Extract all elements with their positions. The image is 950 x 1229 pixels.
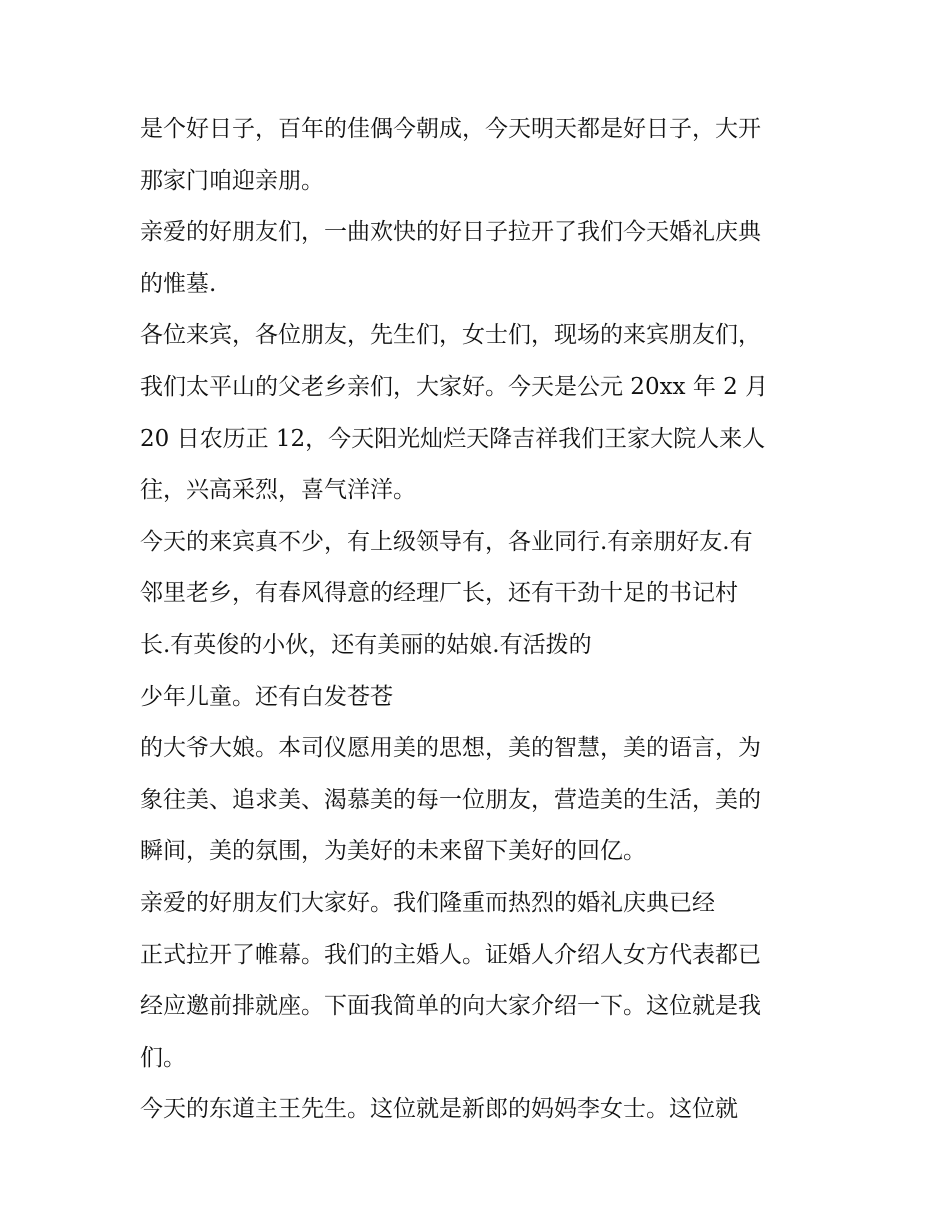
text-line: 各位来宾，各位朋友，先生们，女士们，现场的来宾朋友们， (140, 322, 761, 349)
text-line: 的大爷大娘。本司仪愿用美的思想，美的智慧，美的语言，为 (140, 735, 761, 762)
text-line: 亲爱的好朋友们大家好。我们隆重而热烈的婚礼庆典已经 (140, 889, 715, 916)
text-line: 邻里老乡，有春风得意的经理厂长，还有干劲十足的书记村 (140, 580, 738, 607)
text-line: 瞬间，美的氛围，为美好的未来留下美好的回亿。 (140, 838, 646, 865)
text-line: 少年儿童。还有白发苍苍 (140, 683, 393, 710)
text-line: 我们太平山的父老乡亲们，大家好。今天是公元 20xx 年 2 月 (140, 373, 769, 400)
text-line: 们。 (140, 1044, 186, 1071)
text-line: 长.有英俊的小伙，还有美丽的姑娘.有活拨的 (140, 631, 592, 658)
text-line: 是个好日子，百年的佳偶今朝成，今天明天都是好日子，大开 (140, 116, 761, 142)
text-line: 往，兴高采烈，喜气洋洋。 (140, 477, 416, 504)
text-line: 的惟墓. (140, 270, 217, 297)
text-line: 正式拉开了帷幕。我们的主婚人。证婚人介绍人女方代表都已 (140, 941, 761, 968)
document-body (140, 104, 830, 1136)
text-line: 象往美、追求美、渴慕美的每一位朋友，营造美的生活，美的 (140, 786, 761, 813)
text-line: 今天的东道主王先生。这位就是新郎的妈妈李女士。这位就 (140, 1096, 738, 1123)
text-line: 经应邀前排就座。下面我简单的向大家介绍一下。这位就是我 (140, 993, 761, 1020)
text-line: 20 日农历正 12，今天阳光灿烂天降吉祥我们王家大院人来人 (140, 425, 766, 452)
text-line: 亲爱的好朋友们，一曲欢快的好日子拉开了我们今天婚礼庆典 (140, 219, 761, 246)
text-line: 今天的来宾真不少，有上级领导有，各业同行.有亲朋好友.有 (140, 528, 753, 555)
text-line: 那家门咱迎亲朋。 (140, 167, 324, 194)
